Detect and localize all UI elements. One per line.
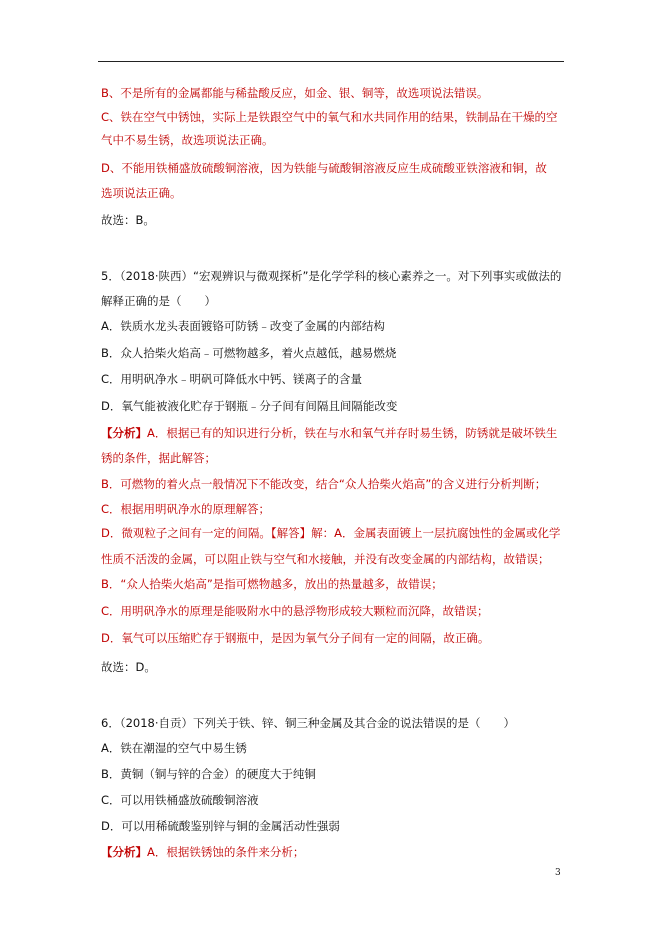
- text-line: [101, 132, 274, 148]
- text-line: [101, 476, 546, 492]
- text-line: [101, 844, 304, 860]
- line-text: D．氧气可以压缩贮存于钢瓶中，是因为氧气分子间有一定的间隔，故正确。: [101, 631, 490, 645]
- analysis-label: 【分析】: [101, 845, 147, 859]
- line-text: A．根据铁锈蚀的条件来分析；: [147, 845, 305, 859]
- line-text: C．用明矾净水的原理是能吸附水中的悬浮物形成较大颗粒而沉降，故错误；: [101, 604, 489, 618]
- line-text: A．铁质水龙头表面镀铬可防锈﹣改变了金属的内部结构: [101, 319, 385, 333]
- line-text: B．可燃物的着火点一般情况下不能改变，结合“众人拾柴火焰高”的含义进行分析判断；: [101, 477, 547, 491]
- line-text: C．根据用明矾净水的原理解答；: [101, 502, 271, 516]
- text-line: [101, 185, 182, 201]
- line-text: 选项说法正确。: [101, 186, 182, 200]
- text-line: [101, 659, 156, 675]
- text-line: [101, 212, 155, 228]
- line-text: D、不能用铁桶盛放硫酸铜溶液，因为铁能与硫酸铜溶液反应生成硫酸亚铁溶液和铜，故: [101, 161, 547, 175]
- line-text: 气中不易生锈，故选项说法正确。: [101, 133, 274, 147]
- text-line: [101, 740, 247, 756]
- text-line: [101, 371, 362, 387]
- text-line: [101, 293, 216, 309]
- line-text: D．微观粒子之间有一定的间隔。【解答】解：A．金属表面镀上一层抗腐蚀性的金属或化学: [101, 526, 561, 540]
- line-text: A．根据已有的知识进行分析，铁在与水和氧气并存时易生锈，防锈就是破坏铁生: [147, 426, 558, 440]
- text-line: [101, 818, 340, 834]
- text-line: [101, 551, 550, 567]
- header-rule: [98, 61, 564, 62]
- text-line: [101, 576, 443, 592]
- text-line: [101, 501, 270, 517]
- line-text: 6．（2018·自贡）下列关于铁、锌、铜三种金属及其合金的说法错误的是（ ）: [101, 716, 515, 730]
- line-text: C．可以用铁桶盛放硫酸铜溶液: [101, 793, 259, 807]
- text-line: [101, 630, 489, 646]
- text-line: [101, 525, 560, 541]
- analysis-label: 【分析】: [101, 426, 147, 440]
- text-line: [101, 425, 557, 441]
- text-line: [101, 109, 558, 125]
- line-text: C、铁在空气中锈蚀，实际上是铁跟空气中的氧气和水共同作用的结果，铁制品在干燥的空: [101, 110, 558, 124]
- line-text: B．众人拾柴火焰高﹣可燃物越多，着火点越低，越易燃烧: [101, 346, 397, 360]
- text-line: [101, 715, 515, 731]
- text-line: [101, 345, 396, 361]
- line-text: C．用明矾净水﹣明矾可降低水中钙、镁离子的含量: [101, 372, 363, 386]
- line-text: 故选：B。: [101, 213, 155, 227]
- line-text: 解释正确的是（ ）: [101, 294, 216, 308]
- line-text: A．铁在潮湿的空气中易生锈: [101, 741, 247, 755]
- text-line: [101, 450, 216, 466]
- text-line: [101, 268, 561, 284]
- line-text: D．可以用稀硫酸鉴别锌与铜的金属活动性强弱: [101, 819, 340, 833]
- line-text: 锈的条件，据此解答；: [101, 451, 216, 465]
- text-line: [101, 85, 488, 101]
- line-text: B、不是所有的金属都能与稀盐酸反应，如金、银、铜等，故选项说法错误。: [101, 86, 489, 100]
- text-line: [101, 766, 316, 782]
- text-line: [101, 792, 259, 808]
- line-text: B．黄铜（铜与锌的合金）的硬度大于纯铜: [101, 767, 316, 781]
- text-line: [101, 603, 489, 619]
- text-line: [101, 398, 397, 414]
- line-text: 故选：D。: [101, 660, 156, 674]
- page-number: 3: [555, 868, 561, 878]
- line-text: B．“众人拾柴火焰高”是指可燃物越多，放出的热量越多，故错误；: [101, 577, 443, 591]
- text-line: [101, 160, 547, 176]
- line-text: D．氧气能被液化贮存于钢瓶﹣分子间有间隔且间隔能改变: [101, 399, 398, 413]
- line-text: 性质不活泼的金属，可以阻止铁与空气和水接触，并没有改变金属的内部结构，故错误；: [101, 552, 550, 566]
- text-line: [101, 318, 385, 334]
- line-text: 5．（2018·陕西）“宏观辨识与微观探析”是化学学科的核心素养之一。对下列事实或做法的: [101, 269, 562, 283]
